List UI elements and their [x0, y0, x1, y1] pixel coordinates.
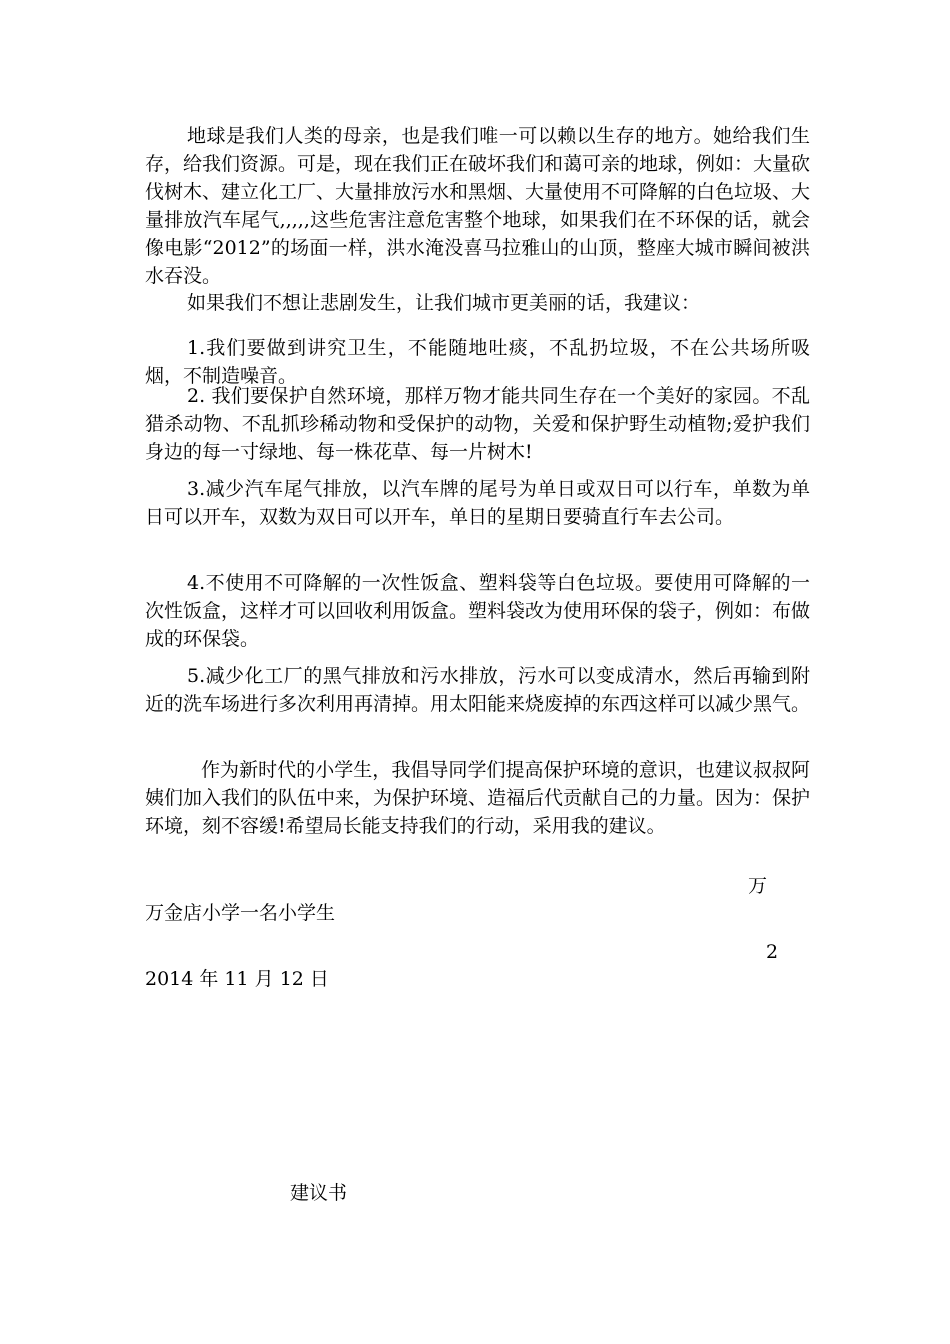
document-title: 建议书 — [290, 1182, 348, 1204]
date-fragment-right: 2 — [766, 941, 779, 963]
paragraph-conclusion: 作为新时代的小学生，我倡导同学们提高保护环境的意识，也建议叔叔阿姨们加入我们的队伍中来，为保护环境、造福后代贡献自己的力量。因为：保护环境，刻不容缓!希望局长能支持我们的行动，采用我的建议。 — [145, 759, 811, 837]
signature-author: 万金店小学一名小学生 — [145, 902, 336, 924]
paragraph-suggestion-5: 5.减少化工厂的黑气排放和污水排放，污水可以变成清水，然后再输到附近的洗车场进行多次利用再清掉。用太阳能来烧废掉的东西这样可以减少黑气。 — [145, 665, 811, 715]
signature-fragment-right: 万 — [748, 875, 768, 897]
paragraph-suggestion-3: 3.减少汽车尾气排放，以汽车牌的尾号为单日或双日可以行车，单数为单日可以开车，双数为双日可以开车，单日的星期日要骑直行车去公司。 — [145, 478, 810, 528]
signature-date: 2014 年 11 月 12 日 — [145, 968, 329, 990]
paragraph-intro: 地球是我们人类的母亲，也是我们唯一可以赖以生存的地方。她给我们生存，给我们资源。可是，现在我们正在破坏我们和蔼可亲的地球，例如：大量砍伐树木、建立化工厂、大量排放污水和黑烟、大量使用不可降解的白色垃圾、大量排放汽车尾气,,,,,这些危害注意危害整个地球，如果我们在不环保的话，就会像电影“2012”的场面一样，洪水淹没喜马拉雅山的山顶，整座大城市瞬间被洪水吞没。 — [145, 125, 811, 287]
paragraph-suggestion-4: 4.不使用不可降解的一次性饭盒、塑料袋等白色垃圾。要使用可降解的一次性饭盒，这样才可以回收利用饭盒。塑料袋改为使用环保的袋子，例如：布做成的环保袋。 — [145, 572, 811, 650]
paragraph-proposal-lead: 如果我们不想让悲剧发生，让我们城市更美丽的话，我建议： — [187, 292, 701, 314]
paragraph-suggestion-1: 1.我们要做到讲究卫生，不能随地吐痰，不乱扔垃圾，不在公共场所吸烟，不制造噪音。 — [145, 337, 810, 387]
paragraph-suggestion-2: 2. 我们要保护自然环境，那样万物才能共同生存在一个美好的家园。不乱猎杀动物、不乱抓珍稀动物和受保护的动物，关爱和保护野生动植物;爱护我们身边的每一寸绿地、每一株花草、每一片树木! — [145, 385, 810, 463]
